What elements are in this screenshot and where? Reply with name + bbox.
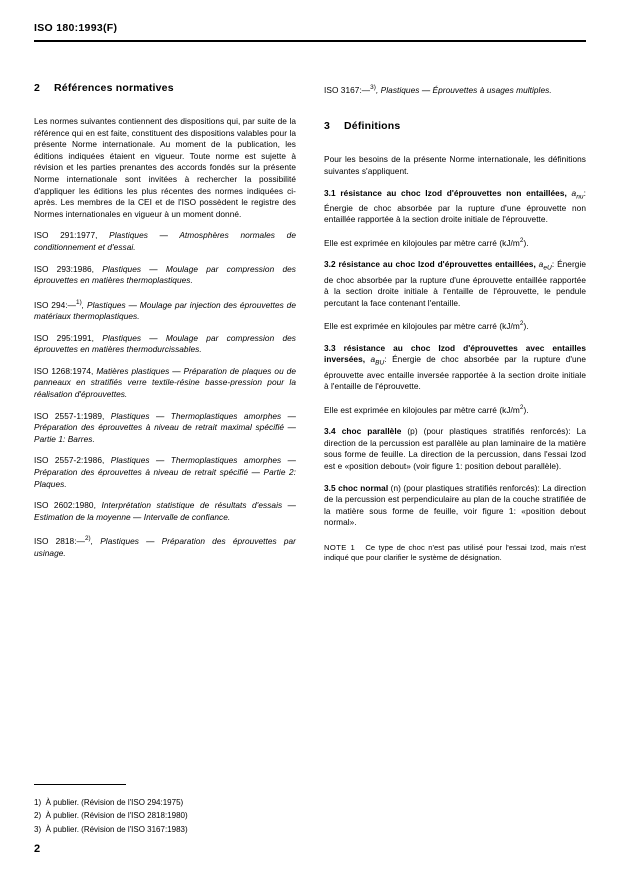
footnote-marker: 1) (75, 298, 82, 306)
definition-entry (324, 483, 586, 529)
definition-symbol-tail: : (551, 259, 555, 270)
definition-unit-tail: ). (523, 321, 529, 332)
definition-symbol-tail: : (384, 354, 387, 365)
reference-title: , Plastiques — Moulage par injection des éprouvettes de matériaux thermoplastiques. (34, 299, 296, 322)
definition-entry (324, 426, 586, 472)
definition-number: 3.4 (324, 426, 336, 437)
definition-body: Énergie de choc absorbée par la rupture d'une éprouvette non entaillée rapportée à la section droite initiale de l'éprouvette. (324, 202, 586, 225)
definition-symbol: a (571, 187, 577, 198)
page-header-standard-ref: ISO 180:1993(F) (34, 22, 118, 34)
reference-entry (34, 500, 296, 523)
reference-title: , Plastiques — Préparation des éprouvettes par usinage. (34, 536, 296, 558)
definition-body: La direction de la percussion est perpendiculaire au plan de la couche stratifiée de la matière sous forme de feuille, voir figure 1: «position debout normal». (324, 482, 587, 528)
footnote-marker: 1) (34, 798, 42, 807)
reference-entry (34, 366, 296, 401)
footnote-item (34, 823, 334, 836)
definition-number: 3.2 (324, 259, 336, 270)
reference-title: Plastiques — Thermoplastiques amorphes — Préparation des éprouvettes à niveau de retrait spécifié — Partie 2: Plaques. (34, 455, 296, 489)
right-column (324, 82, 586, 574)
two-column-body (34, 82, 586, 574)
definition-unit-tail: ). (523, 404, 529, 415)
section-number: 2 (34, 82, 41, 94)
definitions-intro: Pour les besoins de la présente Norme internationale, les définitions suivantes s'appliquent. (324, 154, 586, 176)
reference-id: ISO 2557-1:1989, (34, 410, 105, 421)
reference-entry (34, 533, 296, 559)
definition-symbol: a (370, 354, 376, 365)
definition-unit-tail: ). (523, 237, 529, 248)
definition-body: Énergie de choc absorbée par la rupture d'une éprouvette entaillée rapportée à la section droite initiale à l'entaille de l'éprouvette, le pendule percutant la face contenant l'entaille. (324, 259, 587, 308)
definition-entry (324, 259, 586, 309)
reference-entry (34, 455, 296, 490)
definition-number: 3.3 (324, 342, 336, 353)
definition-body: La direction de la percussion est parallèle au plan laminaire de la matière sous forme de feuille. La direction de la percussion, dans l'essai Izod est e «position debout» (voir figure 1: position debout parallèle). (324, 426, 587, 471)
definition-term: résistance au choc Izod d'éprouvettes avec entailles inversées, (324, 342, 587, 365)
reference-id: ISO 3167:— (324, 84, 371, 95)
reference-title: , Plastiques — Éprouvettes à usages multiples. (375, 84, 552, 95)
reference-entry (34, 264, 296, 287)
note-text: Ce type de choc n'est pas utilisé pour l'essai Izod, mais n'est indiqué que pour clarifier le système de désignation. (324, 542, 587, 563)
definition-unit (324, 235, 586, 249)
footnote-text: À publier. (Révision de l'ISO 3167:1983) (45, 824, 188, 834)
footnote-text: À publier. (Révision de l'ISO 2818:1980) (45, 811, 188, 821)
left-column (34, 82, 296, 574)
definition-unit-exponent: 2 (519, 403, 524, 411)
reference-id: ISO 2557-2:1986, (34, 455, 105, 466)
section-title: Définitions (344, 120, 401, 133)
reference-entry (34, 297, 296, 323)
reference-id: ISO 1268:1974, (34, 365, 94, 376)
footnote-item (34, 796, 334, 809)
definition-symbol-subscript: eU (543, 265, 552, 272)
definition-term: résistance au choc Izod d'éprouvettes non entaillées, (340, 187, 567, 198)
references-intro: Les normes suivantes contiennent des dispositions qui, par suite de la référence qui en est faite, constituent des dispositions valables pour la présente Norme internationale. Au moment de la publication, les éditions indiquées étaient en vigueur. Toute norme est sujette à révision et les parties prenantes des accords fondés sur la présente Norme internationale sont invitées à rechercher la possibilité d'appliquer les éditions les plus récentes des normes indiquées ci-après. Les membres de la CEI et de l'ISO possèdent le registre des Normes internationales en vigueur à un moment donné. (34, 116, 296, 219)
reference-id: ISO 2602:1980, (34, 500, 96, 511)
reference-id: ISO 294:— (34, 299, 76, 310)
definition-term-qualifier: (p) (pour plastiques stratifiés renforcés): (407, 426, 571, 437)
reference-entry (34, 411, 296, 446)
definition-symbol-subscript: BU (375, 359, 385, 367)
definition-unit-exponent: 2 (519, 236, 524, 244)
reference-id: ISO 291:1977, (34, 230, 98, 241)
definition-term: choc normal (338, 482, 389, 493)
footnote-marker: 3) (370, 84, 376, 91)
definition-unit-exponent: 2 (519, 320, 524, 328)
reference-id: ISO 2818:— (34, 536, 85, 547)
header-divider (34, 40, 586, 42)
reference-title: Plastiques — Atmosphères normales de conditionnement et d'essai. (34, 230, 296, 252)
definition-symbol: a (538, 259, 544, 270)
reference-title: Matières plastiques — Préparation de plaques ou de panneaux en stratifiés verre textile-résine basse-pression pour la réalisation d'éprouvettes. (34, 365, 296, 400)
section-heading-references (34, 82, 296, 94)
definition-entry (324, 343, 586, 393)
definition-body: Énergie de choc absorbée par la rupture d'une éprouvette avec entaille inversée rapportée à la section droite initiale à l'entaille de l'éprouvette. (324, 354, 587, 392)
footnote-marker: 2) (84, 535, 91, 543)
definition-number: 3.5 (324, 482, 336, 493)
footnotes-block (34, 796, 334, 836)
footnote-divider (34, 784, 126, 785)
section-title: Références normatives (54, 82, 174, 94)
definition-number: 3.1 (324, 187, 336, 198)
definition-term-qualifier: (n) (pour plastiques stratifiés renforcés): (390, 482, 540, 493)
definition-term: choc parallèle (341, 426, 402, 437)
definition-unit (324, 402, 586, 416)
reference-id: ISO 293:1986, (34, 263, 95, 274)
definition-unit-text: Elle est exprimée en kilojoules par mètre carré (kJ/m (324, 321, 520, 332)
reference-entry (324, 82, 586, 96)
section-number: 3 (324, 120, 331, 133)
footnote-marker: 2) (34, 811, 42, 821)
definition-entry (324, 188, 586, 226)
definition-unit-text: Elle est exprimée en kilojoules par mètre carré (kJ/m (324, 404, 520, 415)
footnote-marker: 3) (34, 824, 42, 834)
page-number: 2 (34, 843, 41, 855)
reference-entry (34, 230, 296, 253)
section-heading-definitions (324, 120, 586, 132)
note-label: NOTE 1 (324, 542, 356, 552)
reference-entry (34, 333, 296, 356)
reference-title: Plastiques — Thermoplastiques amorphes — Préparation des éprouvettes à niveau de retrait maximal spécifié — Partie 1: Barres. (34, 410, 296, 444)
reference-id: ISO 295:1991, (34, 332, 95, 343)
reference-title: Interprétation statistique de résultats d'essais — Estimation de la moyenne — Intervalle de confiance. (34, 500, 297, 522)
definition-term: résistance au choc Izod d'éprouvettes entaillées, (338, 259, 536, 270)
reference-title: Plastiques — Moulage par compression des éprouvettes en matières thermodurcissables. (34, 332, 296, 355)
definition-unit-text: Elle est exprimée en kilojoules par mètre carré (kJ/m (324, 237, 520, 248)
definition-unit (324, 318, 586, 332)
definition-symbol-subscript: nu (576, 193, 584, 201)
reference-title: Plastiques — Moulage par compression des éprouvettes en matières thermoplastiques. (34, 263, 296, 286)
footnote-text: À publier. (Révision de l'ISO 294:1975) (45, 798, 184, 807)
note-block (324, 543, 586, 564)
definition-symbol-tail: : (583, 187, 587, 198)
footnote-item (34, 809, 334, 822)
